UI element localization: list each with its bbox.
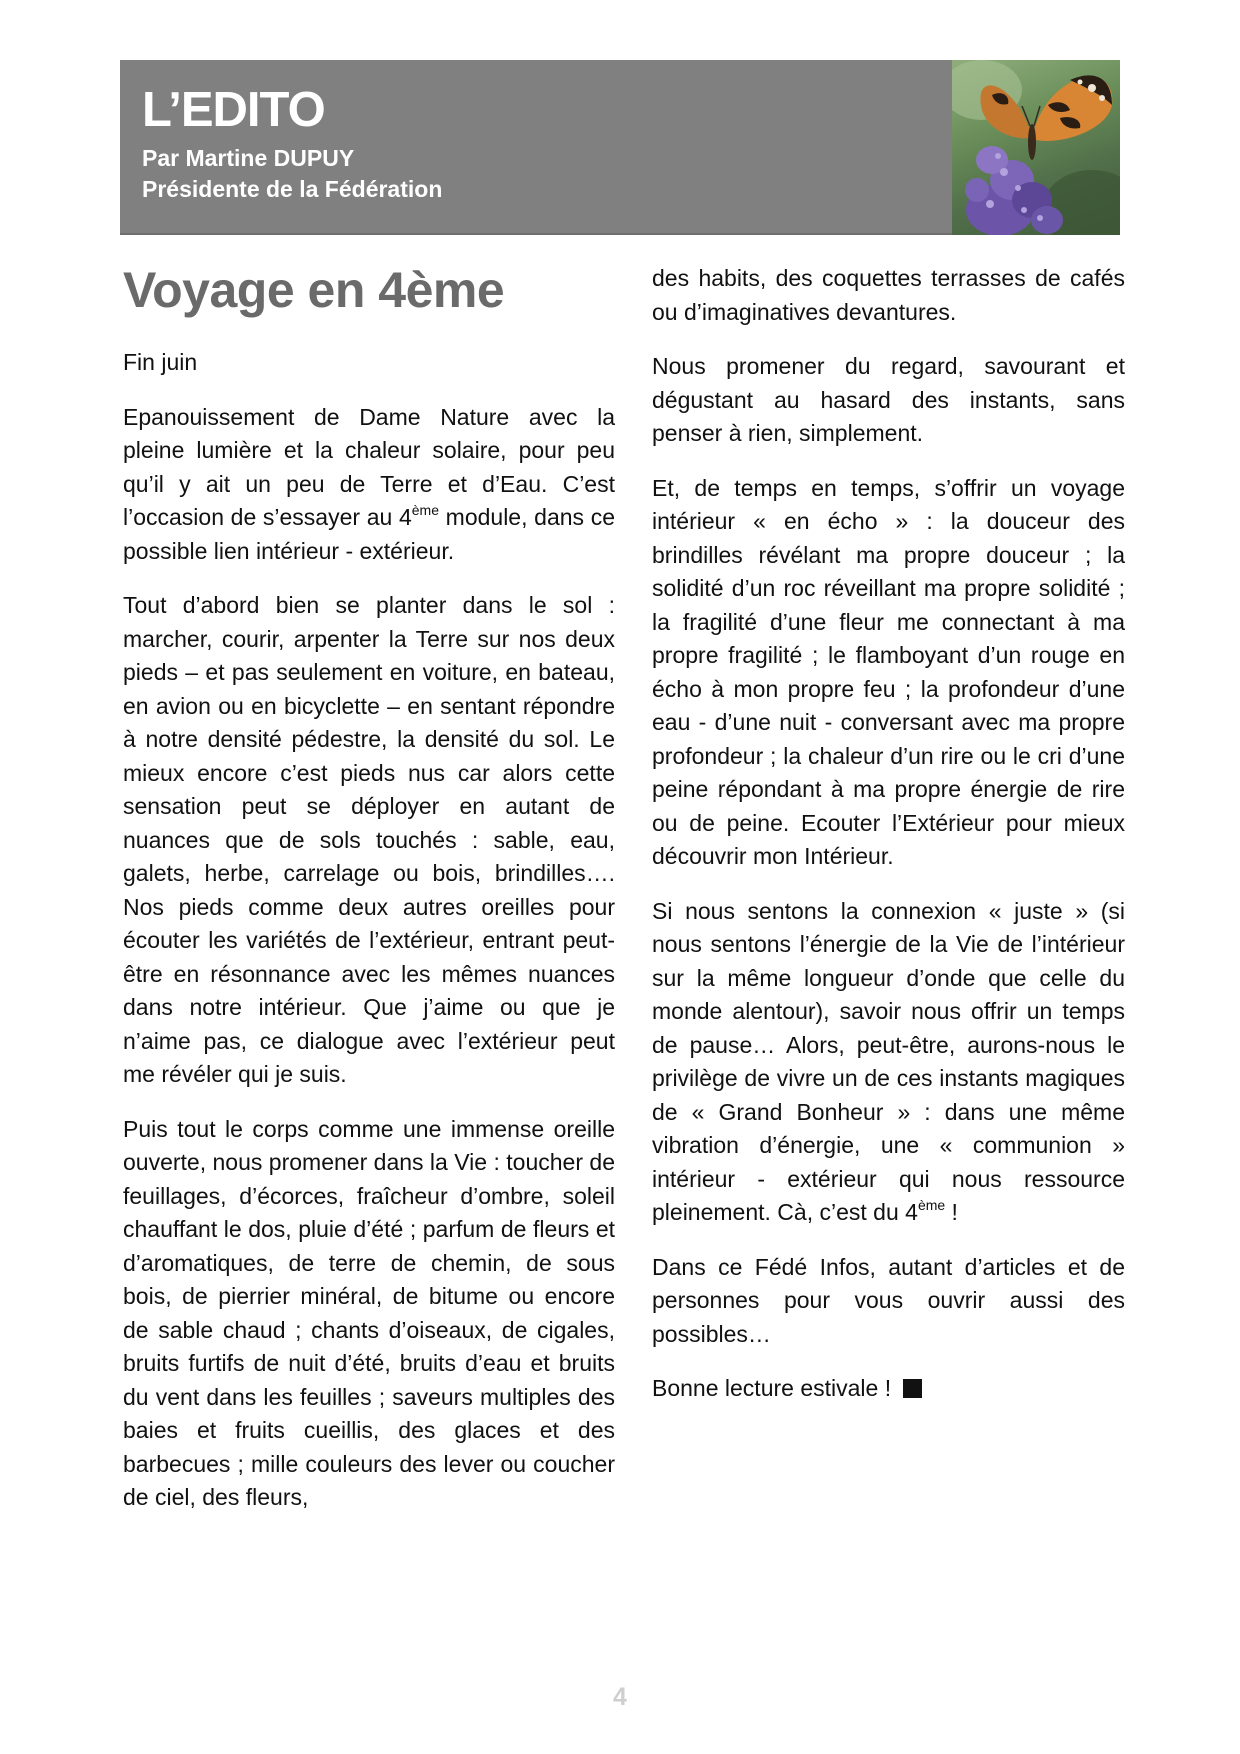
paragraph-intro: Epanouissement de Dame Nature avec la pleine lumière et la chaleur solaire, pour peu qu’il y ait un peu de Terre et d’Eau. C’est l’occasion de s’essayer au 4ème module, dans ce possible lien intérieur - extérieur. [123,403,615,564]
end-mark-icon [903,1379,922,1398]
butterfly-photo [952,60,1120,235]
paragraph-dateline: Fin juin [123,349,198,375]
article-headline: Voyage en 4ème [123,262,505,318]
author-name: Par Martine DUPUY [142,145,355,171]
paragraph-ground: Tout d’abord bien se planter dans le sol : marcher, courir, arpenter la Terre sur nos deux pieds – et pas seulement en voiture, en bateau, en avion ou en bicyclette – en sentant répondre à notre densité pédestre, la densité du sol. Le mieux encore c’est pieds nus car alors cette sensation peut se déployer en autant de nuances que de sols touchés : sable, eau, galets, herbe, carrelage ou bois, brindilles…. Nos pieds comme deux autres oreilles pour écouter les variétés de l’extérieur, entrant peut-être en résonnance avec les mêmes nuances dans notre intérieur. Que j’aime ou que je n’aime pas, ce dialogue avec l’extérieur peut me révéler qui je suis. [123,592,615,1087]
paragraph-body: Puis tout le corps comme une immense oreille ouverte, nous promener dans la Vie : toucher de feuillages, d’écorces, fraîcheur d’ombre, soleil chauffant le dos, pluie d’été ; parfum de fleurs et d’aromatiques, de terre de chemin, de sous bois, de pierrier minéral, de bitume ou encore de sable chaud ; chants d’oiseaux, de cigales, bruits furtifs de nuit d’été, bruits d’eau et bruits du vent dans les feuilles ; saveurs multiples des baies et fruits cueillis, des glaces et des barbecues ; mille couleurs des lever ou coucher de ciel, des fleurs, [123,1115,615,1510]
page-number: 4 [613,1683,627,1711]
paragraph-gaze: Nous promener du regard, savourant et dégustant au hasard des instants, sans penser à rien, simplement. [652,353,1125,446]
right-column [652,262,1125,1427]
paragraph-echo: Et, de temps en temps, s’offrir un voyage intérieur « en écho » : la douceur des brindilles révélant ma propre douceur ; la solidité d’un roc réveillant ma propre solidité ; la fragilité d’une fleur me connectant à ma propre fragilité ; le flamboyant d’un rouge en écho à mon propre feu ; la profondeur d’une eau - d’une nuit - conversant avec ma propre profondeur ; la chaleur d’un rire ou le cri d’une peine répondant à ma propre énergie de rire ou de peine. Ecouter l’Extérieur pour mieux découvrir mon Intérieur. [652,474,1125,869]
edito-header [120,60,1120,235]
left-column [123,262,615,1536]
paragraph-connection: Si nous sentons la connexion « juste » (si nous sentons l’énergie de la Vie de l’intérieur sur la même longueur d’onde que celle du monde alentour), savoir nous offrir un temps de pause… Alors, peut-être, aurons-nous le privilège de vivre un de ces instants magiques de « Grand Bonheur » : dans une même vibration d’énergie, une « communion » intérieur - extérieur qui nous ressource pleinement. Cà, c’est du 4ème ! [652,897,1125,1225]
section-title: L’EDITO [142,83,325,137]
author-role: Présidente de la Fédération [142,176,443,202]
paragraph-continued: des habits, des coquettes terrasses de cafés ou d’imaginatives devantures. [652,265,1125,325]
butterfly-icon [952,60,1120,235]
paragraph-fede-infos: Dans ce Fédé Infos, autant d’articles et de personnes pour vous ouvrir aussi des possibles… [652,1253,1125,1347]
paragraph-closing: Bonne lecture estivale ! [652,1372,1125,1406]
